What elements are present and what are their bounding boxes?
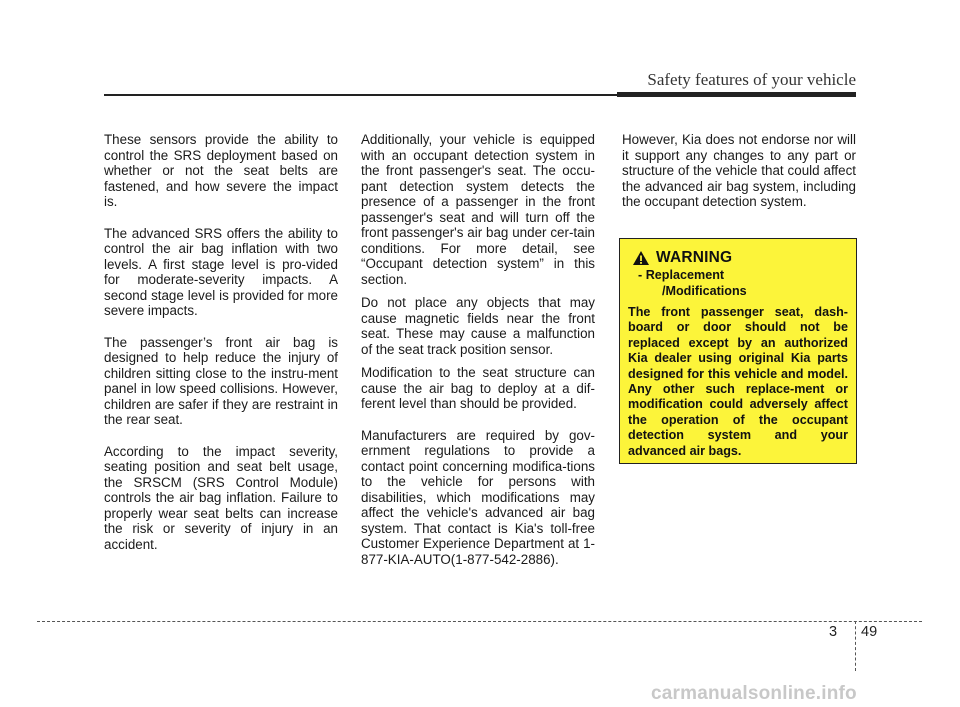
paragraph: The passenger’s front air bag is designed to help reduce the injury of children sitting close to the instru-ment panel in low speed collisions. However, children are safer if they are restraint in the rear seat.: [104, 334, 338, 427]
paragraph: Modification to the seat structure can cause the air bag to deploy at a dif-ferent level than should be provided.: [361, 365, 595, 411]
warning-box: [619, 238, 857, 464]
header-title: Safety features of your vehicle: [647, 70, 856, 89]
text-column-3: [622, 132, 856, 226]
warning-header: [628, 249, 848, 267]
footer-divider: [855, 621, 856, 671]
paragraph: These sensors provide the ability to control the SRS deployment based on whether or not the seat belts are fastened, and how severe the impact is.: [104, 132, 338, 209]
warning-subtitle-2: /Modifications: [662, 284, 747, 298]
footer-rule: [37, 621, 922, 622]
text-column-2: [361, 132, 595, 583]
paragraph: The advanced SRS offers the ability to control the air bag inflation with two levels. A first stage level is pro-vided for moderate-severity impacts. A second stage level is provided for more severe impacts.: [104, 225, 338, 318]
watermark: carmanualsonline.info: [651, 683, 857, 704]
paragraph: Manufacturers are required by gov-ernment regulations to provide a contact point concerning modifica-tions to the vehicle for persons with disabilities, which modifications may affect the vehicle's advanced air bag system. That contact is Kia's toll-free Customer Experience Department at 1-877-KIA-AUTO(1-877-542-2886).: [361, 427, 595, 567]
paragraph: However, Kia does not endorse nor will it support any changes to any part or structure of the vehicle that could affect the advanced air bag system, including the occupant detection system.: [622, 132, 856, 209]
warning-subtitle: - Replacement: [638, 268, 725, 282]
warning-title: WARNING: [656, 249, 733, 266]
header-rule-accent: [617, 92, 856, 97]
paragraph: Additionally, your vehicle is equipped with an occupant detection system in the front passenger's seat. The occu-pant detection system detects the presence of a passenger in the front passenger's seat and will turn off the front passenger's air bag under cer-tain conditions. For more detail, see “Occupant detection system” in this section.: [361, 132, 595, 287]
paragraph: Do not place any objects that may cause magnetic fields near the front seat. These may cause a malfunction of the seat track position sensor.: [361, 295, 595, 357]
text-column-1: [104, 132, 338, 568]
paragraph: According to the impact severity, seating position and seat belt usage, the SRSCM (SRS Control Module) controls the air bag inflation. Failure to properly wear seat belts can increase the risk or severity of injury in an accident.: [104, 443, 338, 552]
page-number: 49: [861, 624, 878, 640]
section-number: 3: [829, 624, 838, 640]
warning-body: The front passenger seat, dash-board or door should not be replaced except by an authorized Kia dealer using original Kia parts designed for this vehicle and model. Any other such replace-ment or modification could adversely affect the operation of the occupant detection system and your advanced air bags.: [628, 305, 848, 458]
warning-triangle-icon: [632, 250, 650, 266]
